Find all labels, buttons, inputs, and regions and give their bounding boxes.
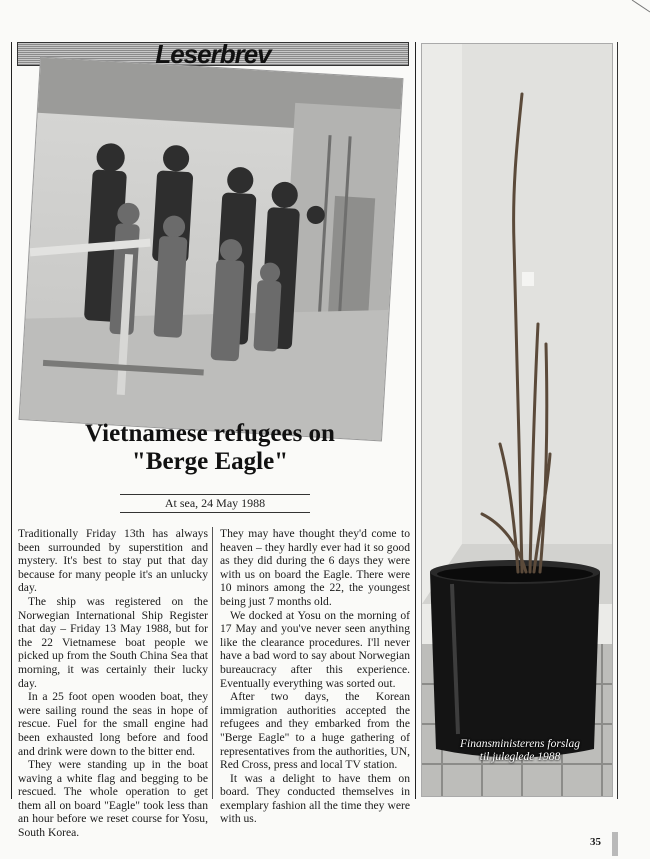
caption-line-1: Finansministerens forslag bbox=[459, 738, 580, 750]
paragraph: The ship was registered on the Norwegian International Ship Register that day – Friday 13 May 1988, but for the 22 Vietnamese boat people we picked up from the South China Sea that morning, it was certainly their lucky day. bbox=[18, 594, 208, 690]
article-headline bbox=[30, 420, 390, 476]
paragraph: Traditionally Friday 13th has always been surrounded by superstition and mystery. It's best to stay put that day because for many people it's an unlucky day. bbox=[18, 527, 208, 595]
column-divider bbox=[212, 527, 213, 799]
page-number: 35 bbox=[590, 836, 601, 848]
caption-line-2: til juleglede 1988 bbox=[479, 751, 561, 763]
paragraph: We docked at Yosu on the morning of 17 May and you've never seen anything like the clearance procedures. I'll never have a bad word to say about Norwegian bureaucracy after this experience. Eventually everything was sorted out. bbox=[220, 608, 410, 690]
paragraph: They were standing up in the boat waving a white flag and begging to be rescued. The whole operation to get them all on board "Eagle" took less than an hour before we reset course for Yosu, South Korea. bbox=[18, 758, 208, 840]
left-column-rule bbox=[11, 42, 12, 799]
refugee-family-photo bbox=[20, 58, 403, 441]
paragraph: After two days, the Korean immigration authorities accepted the refugees and they embarked from the "Berge Eagle" to a huge gathering of representatives from the authorities, UN, Red Cross, press and local TV station. bbox=[220, 690, 410, 772]
page-edge-tab bbox=[612, 832, 618, 856]
dateline: At sea, 24 May 1988 bbox=[164, 496, 266, 510]
headline-line-2: "Berge Eagle" bbox=[131, 448, 289, 475]
middle-column-rule bbox=[415, 42, 416, 799]
headline-line-1: Vietnamese refugees on bbox=[85, 420, 335, 447]
dateline-block bbox=[120, 494, 310, 513]
section-title: Leserbrev bbox=[155, 39, 271, 69]
paragraph: In a 25 foot open wooden boat, they were sailing round the seas in hope of rescue. Fuel for the small engine had been exhausted long before and food and drink were down to the bitter end. bbox=[18, 690, 208, 758]
article-column-1 bbox=[18, 527, 208, 840]
plant-pot-photo bbox=[422, 44, 612, 796]
photo-caption bbox=[440, 738, 600, 764]
dateline-bottom-rule bbox=[120, 512, 310, 513]
paragraph: They may have thought they'd come to heaven – they hardly ever had it so good as they did during the 6 days they were with us on board the Eagle. There were 10 minors among the 22, the youngest being just 7 months old. bbox=[220, 527, 410, 608]
page-corner-fold bbox=[630, 0, 650, 14]
paragraph: It was a delight to have them on board. They conducted themselves in exemplary fashion all the time they were with us. bbox=[220, 771, 410, 826]
article-column-2 bbox=[220, 527, 410, 826]
right-column-rule bbox=[617, 42, 618, 799]
